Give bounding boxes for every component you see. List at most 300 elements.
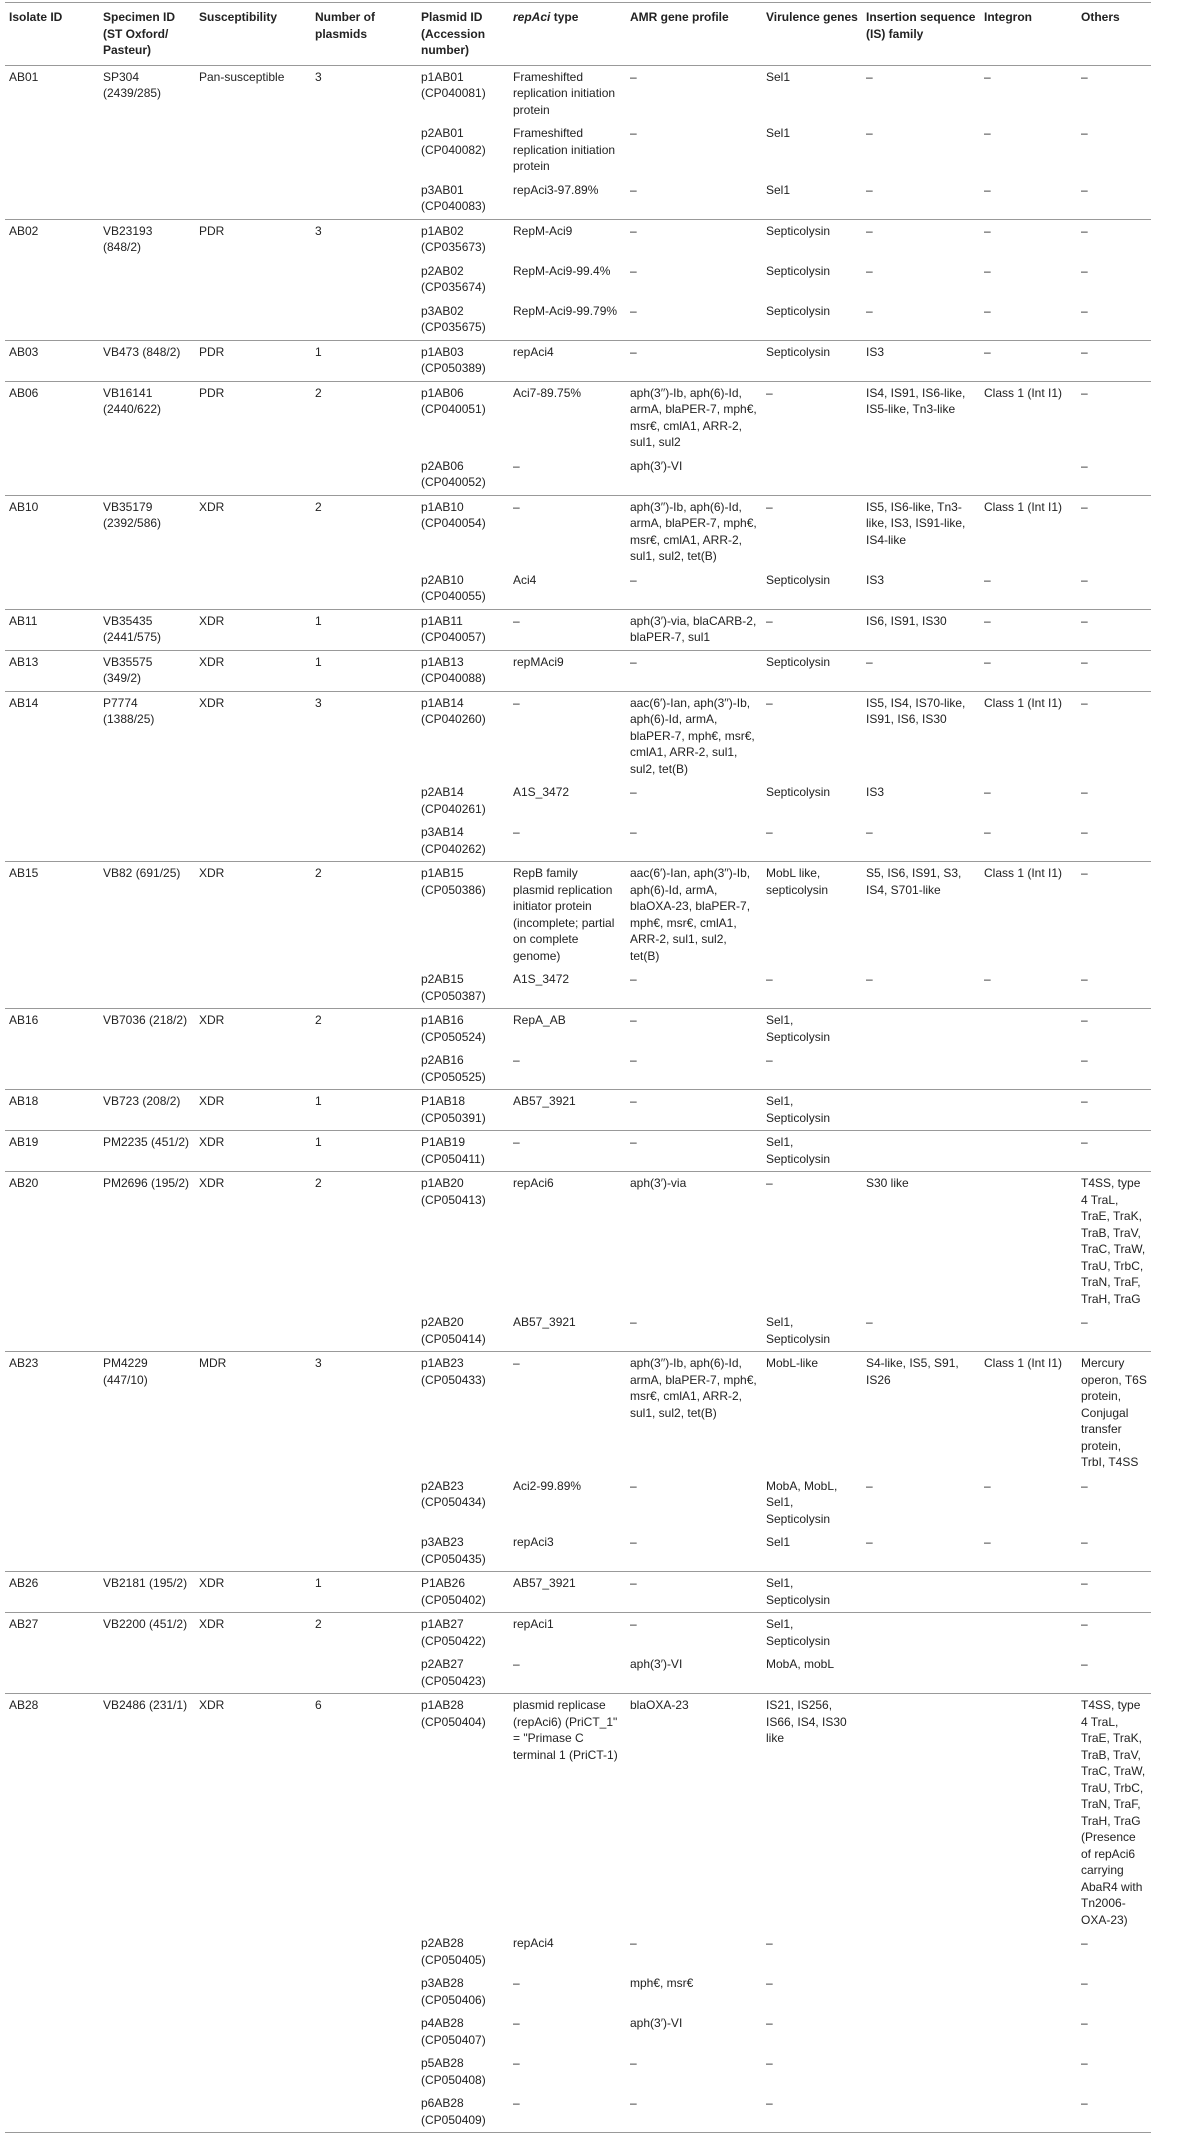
table-row — [5, 650, 1151, 691]
plasmid-count-cell: 3 — [311, 65, 417, 122]
table-row — [5, 1653, 1151, 1694]
specimen-id-cell: P7774 (1388/25) — [99, 691, 195, 781]
plasmid-id-cell: p1AB16 (CP050524) — [417, 1009, 509, 1050]
amr-gene-cell: aph(3′′)-Ib, aph(6)-Id, armA, blaPER-7, mph€, msr€, cmlA1, ARR-2, sul1, sul2 — [626, 381, 762, 455]
specimen-id-cell — [99, 300, 195, 341]
plasmid-id-cell: p1AB11 (CP040057) — [417, 609, 509, 650]
others-cell: – — [1081, 2016, 1088, 2030]
plasmid-id-cell: p1AB10 (CP040054) — [417, 495, 509, 569]
specimen-id-cell: VB82 (691/25) — [99, 862, 195, 969]
plasmid-count-cell: 1 — [311, 1131, 417, 1172]
repaci-type-cell: AB57_3921 — [509, 1090, 626, 1131]
integron-cell: – — [980, 609, 1077, 650]
table-row — [5, 381, 1151, 455]
isolate-id-cell — [5, 781, 99, 821]
others-cell: – — [1077, 650, 1151, 691]
repaci-type-cell: – — [513, 1657, 520, 1671]
isolate-id-cell: AB06 — [5, 381, 99, 455]
repaci-type-cell: – — [513, 1976, 520, 1990]
susceptibility-cell: XDR — [195, 1572, 311, 1613]
specimen-id-cell — [99, 122, 195, 179]
plasmid-id-cell: p2AB14 (CP040261) — [421, 785, 486, 816]
insertion-sequence-cell: IS3 — [866, 572, 885, 587]
insertion-sequence-cell: – — [862, 65, 980, 122]
virulence-genes-cell: MobA, mobL — [766, 1657, 835, 1671]
integron-cell: – — [984, 126, 991, 140]
table-row — [5, 1131, 1151, 1172]
insertion-sequence-cell: – — [866, 1478, 873, 1493]
amr-gene-cell: – — [630, 1535, 637, 1549]
integron-cell — [980, 1009, 1077, 1050]
plasmid-count-cell: 1 — [311, 1572, 417, 1613]
table-row — [5, 1009, 1151, 1050]
table-row — [5, 122, 1151, 179]
isolate-id-cell — [5, 1475, 99, 1532]
table-row — [5, 179, 1151, 220]
others-cell: – — [1081, 126, 1088, 140]
plasmid-id-cell: p5AB28 (CP050408) — [421, 2056, 486, 2087]
susceptibility-cell: XDR — [195, 1172, 311, 1312]
susceptibility-cell — [195, 1932, 311, 1972]
amr-gene-cell: mph€, msr€ — [630, 1976, 694, 1990]
specimen-id-cell: PM2696 (195/2) — [99, 1172, 195, 1312]
insertion-sequence-cell: IS5, IS4, IS70-like, IS91, IS6, IS30 — [862, 691, 980, 781]
amr-gene-cell: – — [626, 1572, 762, 1613]
amr-gene-cell: aph(3′)-via, blaCARB-2, blaPER-7, sul1 — [626, 609, 762, 650]
isolate-id-cell: AB15 — [5, 862, 99, 969]
amr-gene-cell: – — [630, 1053, 637, 1067]
isolate-id-cell: AB23 — [5, 1352, 99, 1475]
amr-gene-cell: – — [630, 1315, 637, 1329]
integron-cell: – — [980, 65, 1077, 122]
plasmid-count-cell — [311, 1972, 417, 2012]
isolate-id-cell: AB13 — [5, 650, 99, 691]
amr-gene-cell: aac(6′)-Ian, aph(3′′)-Ib, aph(6)-Id, armA, blaPER-7, mph€, msr€, cmlA1, ARR-2, sul1, sul2, tet(B) — [626, 691, 762, 781]
repaci-type-cell: – — [513, 458, 520, 473]
repaci-type-cell: plasmid replicase (repAci6) (PriCT_1" = "Primase C terminal 1 (PriCT-1) — [509, 1694, 626, 1933]
insertion-sequence-cell: IS6, IS91, IS30 — [862, 609, 980, 650]
table-row — [5, 1572, 1151, 1613]
insertion-sequence-cell: – — [866, 303, 873, 318]
virulence-genes-cell: IS21, IS256, IS66, IS4, IS30 like — [762, 1694, 862, 1933]
insertion-sequence-cell — [862, 2092, 980, 2133]
integron-cell — [980, 2012, 1077, 2052]
others-cell: – — [1077, 219, 1151, 260]
others-cell: – — [1077, 65, 1151, 122]
specimen-id-cell: VB35575 (349/2) — [99, 650, 195, 691]
integron-cell — [980, 1653, 1077, 1694]
specimen-id-cell — [99, 2092, 195, 2133]
isolate-id-cell: AB18 — [5, 1090, 99, 1131]
repaci-type-cell: Frameshifted replication initiation protein — [509, 65, 626, 122]
plasmid-count-cell — [311, 1531, 417, 1572]
susceptibility-cell: XDR — [195, 609, 311, 650]
plasmid-count-cell — [311, 1653, 417, 1694]
insertion-sequence-cell: IS3 — [866, 785, 885, 799]
susceptibility-cell: XDR — [195, 1694, 311, 1933]
others-cell: – — [1081, 303, 1088, 318]
repaci-type-cell: – — [509, 2092, 626, 2133]
table-row — [5, 1694, 1151, 1933]
repaci-type-cell: – — [509, 609, 626, 650]
plasmid-count-cell: 1 — [311, 1090, 417, 1131]
isolate-id-cell: AB27 — [5, 1613, 99, 1654]
isolate-id-cell — [5, 1311, 99, 1352]
table-row — [5, 340, 1151, 381]
insertion-sequence-cell: – — [866, 263, 873, 278]
others-cell: Mercury operon, T6S protein, Conjugal transfer protein, TrbI, T4SS — [1077, 1352, 1151, 1475]
repaci-type-cell: repAci6 — [509, 1172, 626, 1312]
susceptibility-cell — [195, 300, 311, 341]
repaci-type-cell: repMAci9 — [509, 650, 626, 691]
repaci-type-cell: – — [513, 2056, 520, 2070]
integron-cell: – — [980, 219, 1077, 260]
virulence-genes-cell: – — [762, 1172, 862, 1312]
table-row — [5, 455, 1151, 496]
specimen-id-cell — [99, 1311, 195, 1352]
insertion-sequence-cell — [862, 1694, 980, 1933]
insertion-sequence-cell — [862, 1049, 980, 1090]
table-row — [5, 569, 1151, 610]
virulence-genes-cell: – — [762, 381, 862, 455]
plasmid-id-cell: P1AB26 (CP050402) — [417, 1572, 509, 1613]
plasmid-id-cell: p1AB02 (CP035673) — [417, 219, 509, 260]
virulence-genes-cell: Sel1, Septicolysin — [762, 1090, 862, 1131]
insertion-sequence-cell: – — [862, 650, 980, 691]
amr-gene-cell: – — [626, 340, 762, 381]
integron-cell — [980, 1311, 1077, 1352]
susceptibility-cell: XDR — [195, 495, 311, 569]
table-row — [5, 1613, 1151, 1654]
table-row — [5, 260, 1151, 300]
plasmid-count-cell — [311, 260, 417, 300]
plasmid-id-cell: p3AB23 (CP050435) — [421, 1535, 486, 1566]
others-cell: – — [1081, 1053, 1088, 1067]
susceptibility-cell: Pan-susceptible — [195, 65, 311, 122]
specimen-id-cell — [99, 1531, 195, 1572]
susceptibility-cell — [195, 179, 311, 220]
susceptibility-cell: XDR — [195, 691, 311, 781]
plasmid-id-cell: p1AB27 (CP050422) — [417, 1613, 509, 1654]
susceptibility-cell: XDR — [195, 1131, 311, 1172]
integron-cell: Class 1 (Int I1) — [980, 862, 1077, 969]
virulence-genes-cell: Sel1, Septicolysin — [762, 1572, 862, 1613]
specimen-id-cell — [99, 569, 195, 610]
plasmid-count-cell: 2 — [311, 1009, 417, 1050]
insertion-sequence-cell — [862, 2052, 980, 2092]
susceptibility-cell — [195, 781, 311, 821]
integron-cell: Class 1 (Int I1) — [980, 495, 1077, 569]
plasmid-id-cell: p2AB20 (CP050414) — [421, 1315, 486, 1346]
virulence-genes-cell: Sel1 — [766, 182, 791, 197]
integron-cell: – — [984, 825, 991, 839]
others-cell: – — [1077, 2092, 1151, 2133]
susceptibility-cell — [195, 1531, 311, 1572]
insertion-sequence-cell — [862, 1653, 980, 1694]
repaci-type-cell: RepM-Aci9 — [509, 219, 626, 260]
table-row — [5, 495, 1151, 569]
amr-gene-cell: – — [630, 785, 637, 799]
others-cell: – — [1077, 495, 1151, 569]
plasmid-id-cell: p3AB02 (CP035675) — [421, 303, 486, 334]
susceptibility-cell — [195, 2012, 311, 2052]
plasmid-id-cell: p2AB23 (CP050434) — [421, 1478, 486, 1509]
table-row — [5, 1475, 1151, 1532]
header-integron: Integron — [980, 3, 1077, 66]
others-cell: – — [1081, 1936, 1088, 1950]
header-number-of-plasmids: Number of plasmids — [311, 3, 417, 66]
insertion-sequence-cell — [862, 1972, 980, 2012]
others-cell: – — [1081, 972, 1088, 986]
susceptibility-cell — [195, 821, 311, 862]
specimen-id-cell: VB16141 (2440/622) — [99, 381, 195, 455]
specimen-id-cell: VB723 (208/2) — [99, 1090, 195, 1131]
specimen-id-cell — [99, 179, 195, 220]
amr-gene-cell: aph(3′′)-Ib, aph(6)-Id, armA, blaPER-7, mph€, msr€, cmlA1, ARR-2, sul1, sul2, tet(B) — [626, 495, 762, 569]
isolate-id-cell — [5, 821, 99, 862]
amr-gene-cell: – — [630, 1478, 637, 1493]
repaci-type-cell: Aci4 — [513, 572, 537, 587]
plasmid-count-cell — [311, 2012, 417, 2052]
isolate-id-cell: AB26 — [5, 1572, 99, 1613]
plasmid-id-cell: p2AB28 (CP050405) — [421, 1936, 486, 1967]
repaci-type-cell: repAci4 — [513, 1936, 554, 1950]
plasmid-id-cell: p3AB14 (CP040262) — [421, 825, 486, 856]
plasmid-count-cell: 3 — [311, 691, 417, 781]
amr-gene-cell: – — [630, 825, 637, 839]
table-row — [5, 219, 1151, 260]
integron-cell: – — [980, 650, 1077, 691]
insertion-sequence-cell: IS4, IS91, IS6-like, IS5-like, Tn3-like — [862, 381, 980, 455]
integron-cell — [980, 455, 1077, 496]
specimen-id-cell: VB35179 (2392/586) — [99, 495, 195, 569]
isolate-id-cell — [5, 569, 99, 610]
integron-cell — [980, 1932, 1077, 1972]
amr-gene-cell: aph(3′)-VI — [630, 2016, 683, 2030]
susceptibility-cell — [195, 260, 311, 300]
insertion-sequence-cell: – — [862, 219, 980, 260]
integron-cell — [980, 1972, 1077, 2012]
integron-cell — [980, 1694, 1077, 1933]
repaci-type-cell: repAci3 — [513, 1535, 554, 1549]
susceptibility-cell — [195, 1049, 311, 1090]
plasmid-id-cell: p2AB10 (CP040055) — [421, 572, 486, 603]
specimen-id-cell: VB2200 (451/2) — [99, 1613, 195, 1654]
isolate-id-cell: AB20 — [5, 1172, 99, 1312]
others-cell: – — [1081, 572, 1088, 587]
isolate-id-cell — [5, 1653, 99, 1694]
susceptibility-cell — [195, 1653, 311, 1694]
specimen-id-cell — [99, 260, 195, 300]
insertion-sequence-cell — [862, 1572, 980, 1613]
susceptibility-cell: PDR — [195, 340, 311, 381]
susceptibility-cell: MDR — [195, 1352, 311, 1475]
isolate-id-cell: AB16 — [5, 1009, 99, 1050]
plasmid-count-cell: 3 — [311, 219, 417, 260]
table-row — [5, 821, 1151, 862]
virulence-genes-cell: – — [766, 2016, 773, 2030]
susceptibility-cell: XDR — [195, 1009, 311, 1050]
isolate-id-cell: AB01 — [5, 65, 99, 122]
table-row — [5, 2092, 1151, 2133]
integron-cell: Class 1 (Int I1) — [980, 691, 1077, 781]
header-others: Others — [1077, 3, 1151, 66]
susceptibility-cell — [195, 455, 311, 496]
plasmid-count-cell — [311, 1311, 417, 1352]
integron-cell: – — [984, 303, 991, 318]
others-cell: T4SS, type 4 TraL, TraE, TraK, TraB, TraV, TraC, TraW, TraU, TrbC, TraN, TraF, TraH, TraG — [1077, 1172, 1151, 1312]
susceptibility-cell — [195, 968, 311, 1009]
plasmid-count-cell — [311, 455, 417, 496]
repaci-type-cell: – — [509, 691, 626, 781]
specimen-id-cell — [99, 1475, 195, 1532]
plasmid-count-cell — [311, 1475, 417, 1532]
repaci-type-cell: – — [513, 825, 520, 839]
repaci-type-cell: A1S_3472 — [513, 972, 570, 986]
plasmid-count-cell — [311, 300, 417, 341]
virulence-genes-cell: – — [762, 609, 862, 650]
amr-gene-cell: – — [626, 219, 762, 260]
susceptibility-cell — [195, 122, 311, 179]
integron-cell: – — [984, 1535, 991, 1549]
table-row — [5, 1531, 1151, 1572]
isolate-id-cell: AB28 — [5, 1694, 99, 1933]
virulence-genes-cell: – — [766, 972, 773, 986]
repaci-type-cell: repAci3-97.89% — [513, 182, 599, 197]
isolate-id-cell: AB14 — [5, 691, 99, 781]
plasmid-id-cell: p1AB13 (CP040088) — [417, 650, 509, 691]
header-isolate-id: Isolate ID — [5, 3, 99, 66]
plasmid-id-cell: p1AB14 (CP040260) — [417, 691, 509, 781]
insertion-sequence-cell: – — [866, 972, 873, 986]
specimen-id-cell — [99, 821, 195, 862]
amr-gene-cell: – — [626, 1090, 762, 1131]
virulence-genes-cell: – — [766, 1053, 773, 1067]
header-virulence-genes: Virulence genes — [762, 3, 862, 66]
others-cell: – — [1081, 1535, 1088, 1549]
isolate-id-cell: AB10 — [5, 495, 99, 569]
specimen-id-cell — [99, 2012, 195, 2052]
repaci-type-cell: Aci7-89.75% — [509, 381, 626, 455]
plasmid-count-cell — [311, 2052, 417, 2092]
plasmid-id-cell: p1AB06 (CP040051) — [417, 381, 509, 455]
insertion-sequence-cell: – — [866, 126, 873, 140]
table-row — [5, 1932, 1151, 1972]
insertion-sequence-cell — [862, 2012, 980, 2052]
susceptibility-cell: PDR — [195, 381, 311, 455]
amr-gene-cell: – — [626, 2092, 762, 2133]
insertion-sequence-cell: – — [866, 182, 873, 197]
integron-cell — [980, 1090, 1077, 1131]
others-cell: – — [1077, 609, 1151, 650]
amr-gene-cell: aph(3′)-VI — [630, 1657, 683, 1671]
repaci-type-cell: RepM-Aci9-99.79% — [513, 303, 618, 318]
isolate-id-cell — [5, 260, 99, 300]
specimen-id-cell: VB2486 (231/1) — [99, 1694, 195, 1933]
specimen-id-cell: VB23193 (848/2) — [99, 219, 195, 260]
susceptibility-cell: XDR — [195, 1613, 311, 1654]
plasmid-count-cell: 2 — [311, 381, 417, 455]
amr-gene-cell: aph(3′)-VI — [630, 458, 683, 473]
others-cell: – — [1077, 1090, 1151, 1131]
table-row — [5, 1311, 1151, 1352]
amr-gene-cell: – — [630, 263, 637, 278]
integron-cell: – — [984, 182, 991, 197]
plasmid-id-cell: p1AB28 (CP050404) — [417, 1694, 509, 1933]
others-cell: – — [1077, 691, 1151, 781]
integron-cell — [980, 1049, 1077, 1090]
plasmid-id-cell: p2AB27 (CP050423) — [421, 1657, 486, 1688]
others-cell: – — [1081, 1315, 1088, 1329]
others-cell: – — [1077, 1613, 1151, 1654]
virulence-genes-cell: Septicolysin — [762, 219, 862, 260]
plasmid-count-cell: 2 — [311, 1172, 417, 1312]
plasmid-count-cell — [311, 569, 417, 610]
others-cell: – — [1081, 2056, 1088, 2070]
plasmid-table — [5, 2, 1151, 2133]
integron-cell: Class 1 (Int I1) — [980, 1352, 1077, 1475]
table-row — [5, 1972, 1151, 2012]
table-row — [5, 862, 1151, 969]
specimen-id-cell: PM4229 (447/10) — [99, 1352, 195, 1475]
amr-gene-cell: – — [626, 1613, 762, 1654]
specimen-id-cell — [99, 1653, 195, 1694]
isolate-id-cell — [5, 968, 99, 1009]
repaci-type-cell: – — [509, 1131, 626, 1172]
virulence-genes-cell: Sel1, Septicolysin — [762, 1613, 862, 1654]
insertion-sequence-cell: S4-like, IS5, S91, IS26 — [862, 1352, 980, 1475]
plasmid-id-cell: p2AB01 (CP040082) — [421, 126, 486, 157]
amr-gene-cell: – — [626, 1131, 762, 1172]
susceptibility-cell: XDR — [195, 650, 311, 691]
specimen-id-cell: VB2181 (195/2) — [99, 1572, 195, 1613]
integron-cell — [980, 2052, 1077, 2092]
plasmid-id-cell: P1AB18 (CP050391) — [417, 1090, 509, 1131]
specimen-id-cell — [99, 1972, 195, 2012]
integron-cell — [980, 1572, 1077, 1613]
header-row — [5, 3, 1151, 66]
susceptibility-cell: PDR — [195, 219, 311, 260]
specimen-id-cell: VB7036 (218/2) — [99, 1009, 195, 1050]
insertion-sequence-cell — [862, 1932, 980, 1972]
integron-cell: Class 1 (Int I1) — [980, 381, 1077, 455]
plasmid-count-cell — [311, 1932, 417, 1972]
virulence-genes-cell: – — [762, 495, 862, 569]
plasmid-count-cell: 1 — [311, 609, 417, 650]
repaci-type-cell: RepB family plasmid replication initiator protein (incomplete; partial on complete genome) — [509, 862, 626, 969]
plasmid-count-cell: 3 — [311, 1352, 417, 1475]
virulence-genes-cell: Septicolysin — [762, 650, 862, 691]
plasmid-count-cell: 6 — [311, 1694, 417, 1933]
repaci-type-cell: Aci2-99.89% — [513, 1478, 582, 1493]
others-cell: – — [1081, 825, 1088, 839]
virulence-genes-cell: – — [766, 1976, 773, 1990]
virulence-genes-cell: Septicolysin — [766, 303, 831, 318]
plasmid-id-cell: P1AB19 (CP050411) — [417, 1131, 509, 1172]
others-cell: – — [1081, 458, 1088, 473]
virulence-genes-cell: Sel1, Septicolysin — [762, 1009, 862, 1050]
plasmid-count-cell — [311, 781, 417, 821]
specimen-id-cell — [99, 781, 195, 821]
integron-cell: – — [980, 340, 1077, 381]
susceptibility-cell — [195, 1475, 311, 1532]
specimen-id-cell: VB473 (848/2) — [99, 340, 195, 381]
insertion-sequence-cell: S30 like — [862, 1172, 980, 1312]
others-cell: – — [1077, 1572, 1151, 1613]
plasmid-id-cell: p2AB16 (CP050525) — [421, 1053, 486, 1084]
plasmid-id-cell: p1AB15 (CP050386) — [417, 862, 509, 969]
plasmid-count-cell: 2 — [311, 862, 417, 969]
